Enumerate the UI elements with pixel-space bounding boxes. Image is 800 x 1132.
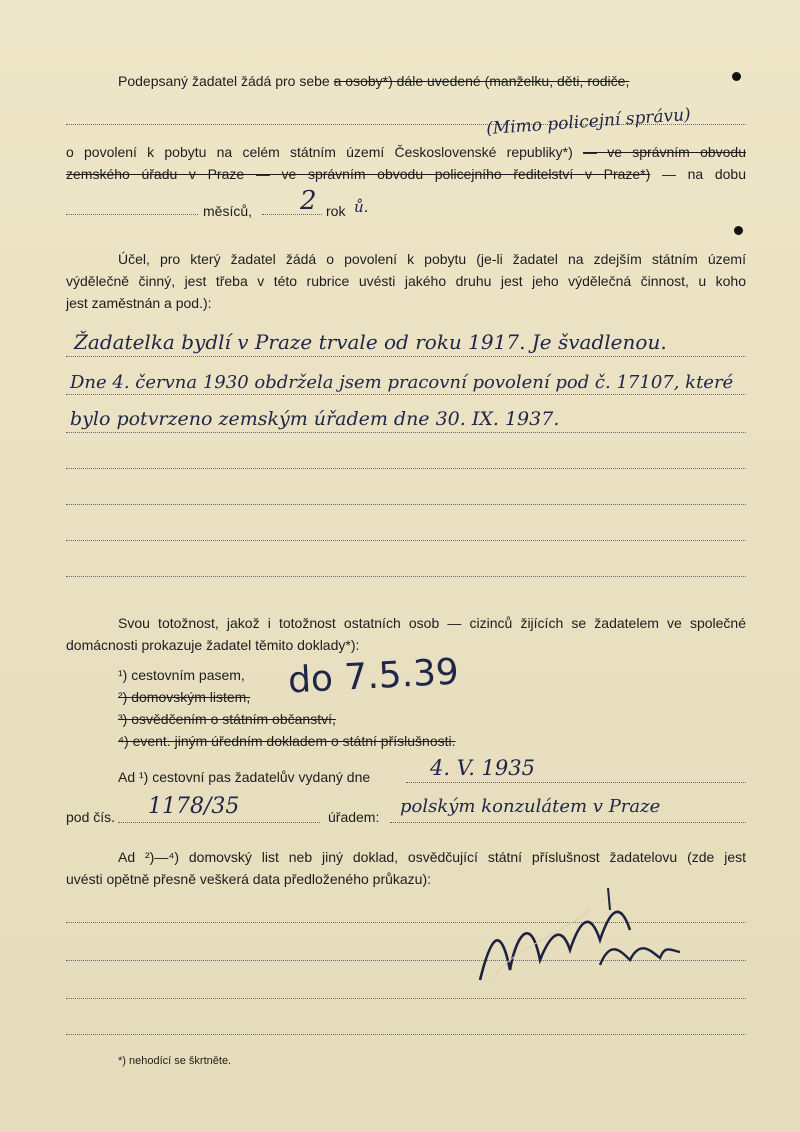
handwritten-passport-date: 4. V. 1935 (430, 756, 535, 780)
handwritten-note-police: (Mimo policejní správu) (485, 104, 692, 140)
purpose-line3: jest zaměstnán a pod.): (66, 295, 212, 311)
identity-option-domicile: ²) domovským listem, (118, 689, 251, 705)
purpose-fill-line-3 (66, 432, 746, 433)
purpose-fill-line-2 (66, 394, 746, 395)
applicant-signature (470, 880, 690, 990)
purpose-fill-line-6 (66, 540, 746, 541)
purpose-fill-line-4 (66, 468, 746, 469)
handwritten-validity: do 7.5.39 (287, 651, 460, 702)
identity-option-passport: ¹) cestovním pasem, (118, 667, 245, 683)
purpose-fill-line-1 (66, 356, 746, 357)
passport-number-line (118, 822, 320, 823)
passport-date-line (406, 782, 746, 783)
handwritten-years: 2 (300, 186, 317, 216)
purpose-fill-line-7 (66, 576, 746, 577)
footnote: *) nehodící se škrtněte. (118, 1055, 232, 1067)
purpose-line1: Účel, pro který žadatel žádá o povolení k pobytu (je-li žadatel na zdejším státním území (118, 251, 746, 267)
months-fill-line (66, 214, 198, 215)
handwritten-passport-number: 1178/35 (148, 794, 240, 819)
passport-office-label: úřadem: (328, 809, 380, 825)
passport-office-line (390, 822, 746, 823)
punch-mark-middle (734, 226, 743, 235)
permit-line1: o povolení k pobytu na celém státním území Československé republiky*) — ve správním obvodu (66, 144, 746, 160)
purpose-line2: výdělečně činný, jest třeba v této rubrice uvésti jakého druhu jest jeho výdělečná činnost, u koho (66, 273, 746, 289)
handwritten-years-suffix: ů. (354, 198, 369, 216)
months-label: měsíců, (203, 203, 253, 219)
permit-line2: zemského úřadu v Praze — ve správním obvodu policejního ředitelství v Praze*) — na dobu (66, 166, 747, 182)
handwritten-purpose-2: Dne 4. června 1930 obdržela jsem pracovní povolení pod č. 17107, které (70, 372, 734, 393)
passport-label: Ad ¹) cestovní pas žadatelův vydaný dne (118, 769, 371, 785)
identity-option-citizenship: ³) osvědčením o státním občanství, (118, 711, 336, 727)
handwritten-purpose-1: Žadatelka bydlí v Praze trvale od roku 1917. Je švadlenou. (74, 330, 667, 354)
domicile-line2: uvésti opětně přesně veškerá data předloženého průkazu): (66, 871, 432, 887)
identity-line1: Svou totožnost, jakož i totožnost ostatních osob — cizinců žijících se žadatelem ve společné (118, 615, 746, 631)
passport-number-label: pod čís. (66, 809, 116, 825)
purpose-fill-line-5 (66, 504, 746, 505)
domicile-line1: Ad ²)—⁴) domovský list neb jiný doklad, osvědčující státní příslušnost žadatelovu (zde jest (118, 849, 746, 865)
identity-line2: domácnosti prokazuje žadatel těmito doklady*): (66, 637, 360, 653)
handwritten-purpose-3: bylo potvrzeno zemským úřadem dne 30. IX. 1937. (70, 408, 560, 430)
identity-option-other: ⁴) event. jiným úředním dokladem o státní příslušnosti. (118, 733, 456, 749)
punch-mark-top (732, 72, 741, 81)
handwritten-passport-office: polským konzulátem v Praze (400, 796, 661, 817)
domicile-fill-line-4 (66, 1034, 746, 1035)
domicile-fill-line-3 (66, 998, 746, 999)
intro-line: Podepsaný žadatel žádá pro sebe a osoby*) dále uvedené (manželku, děti, rodiče, (118, 73, 630, 89)
years-label: rok (326, 203, 346, 219)
